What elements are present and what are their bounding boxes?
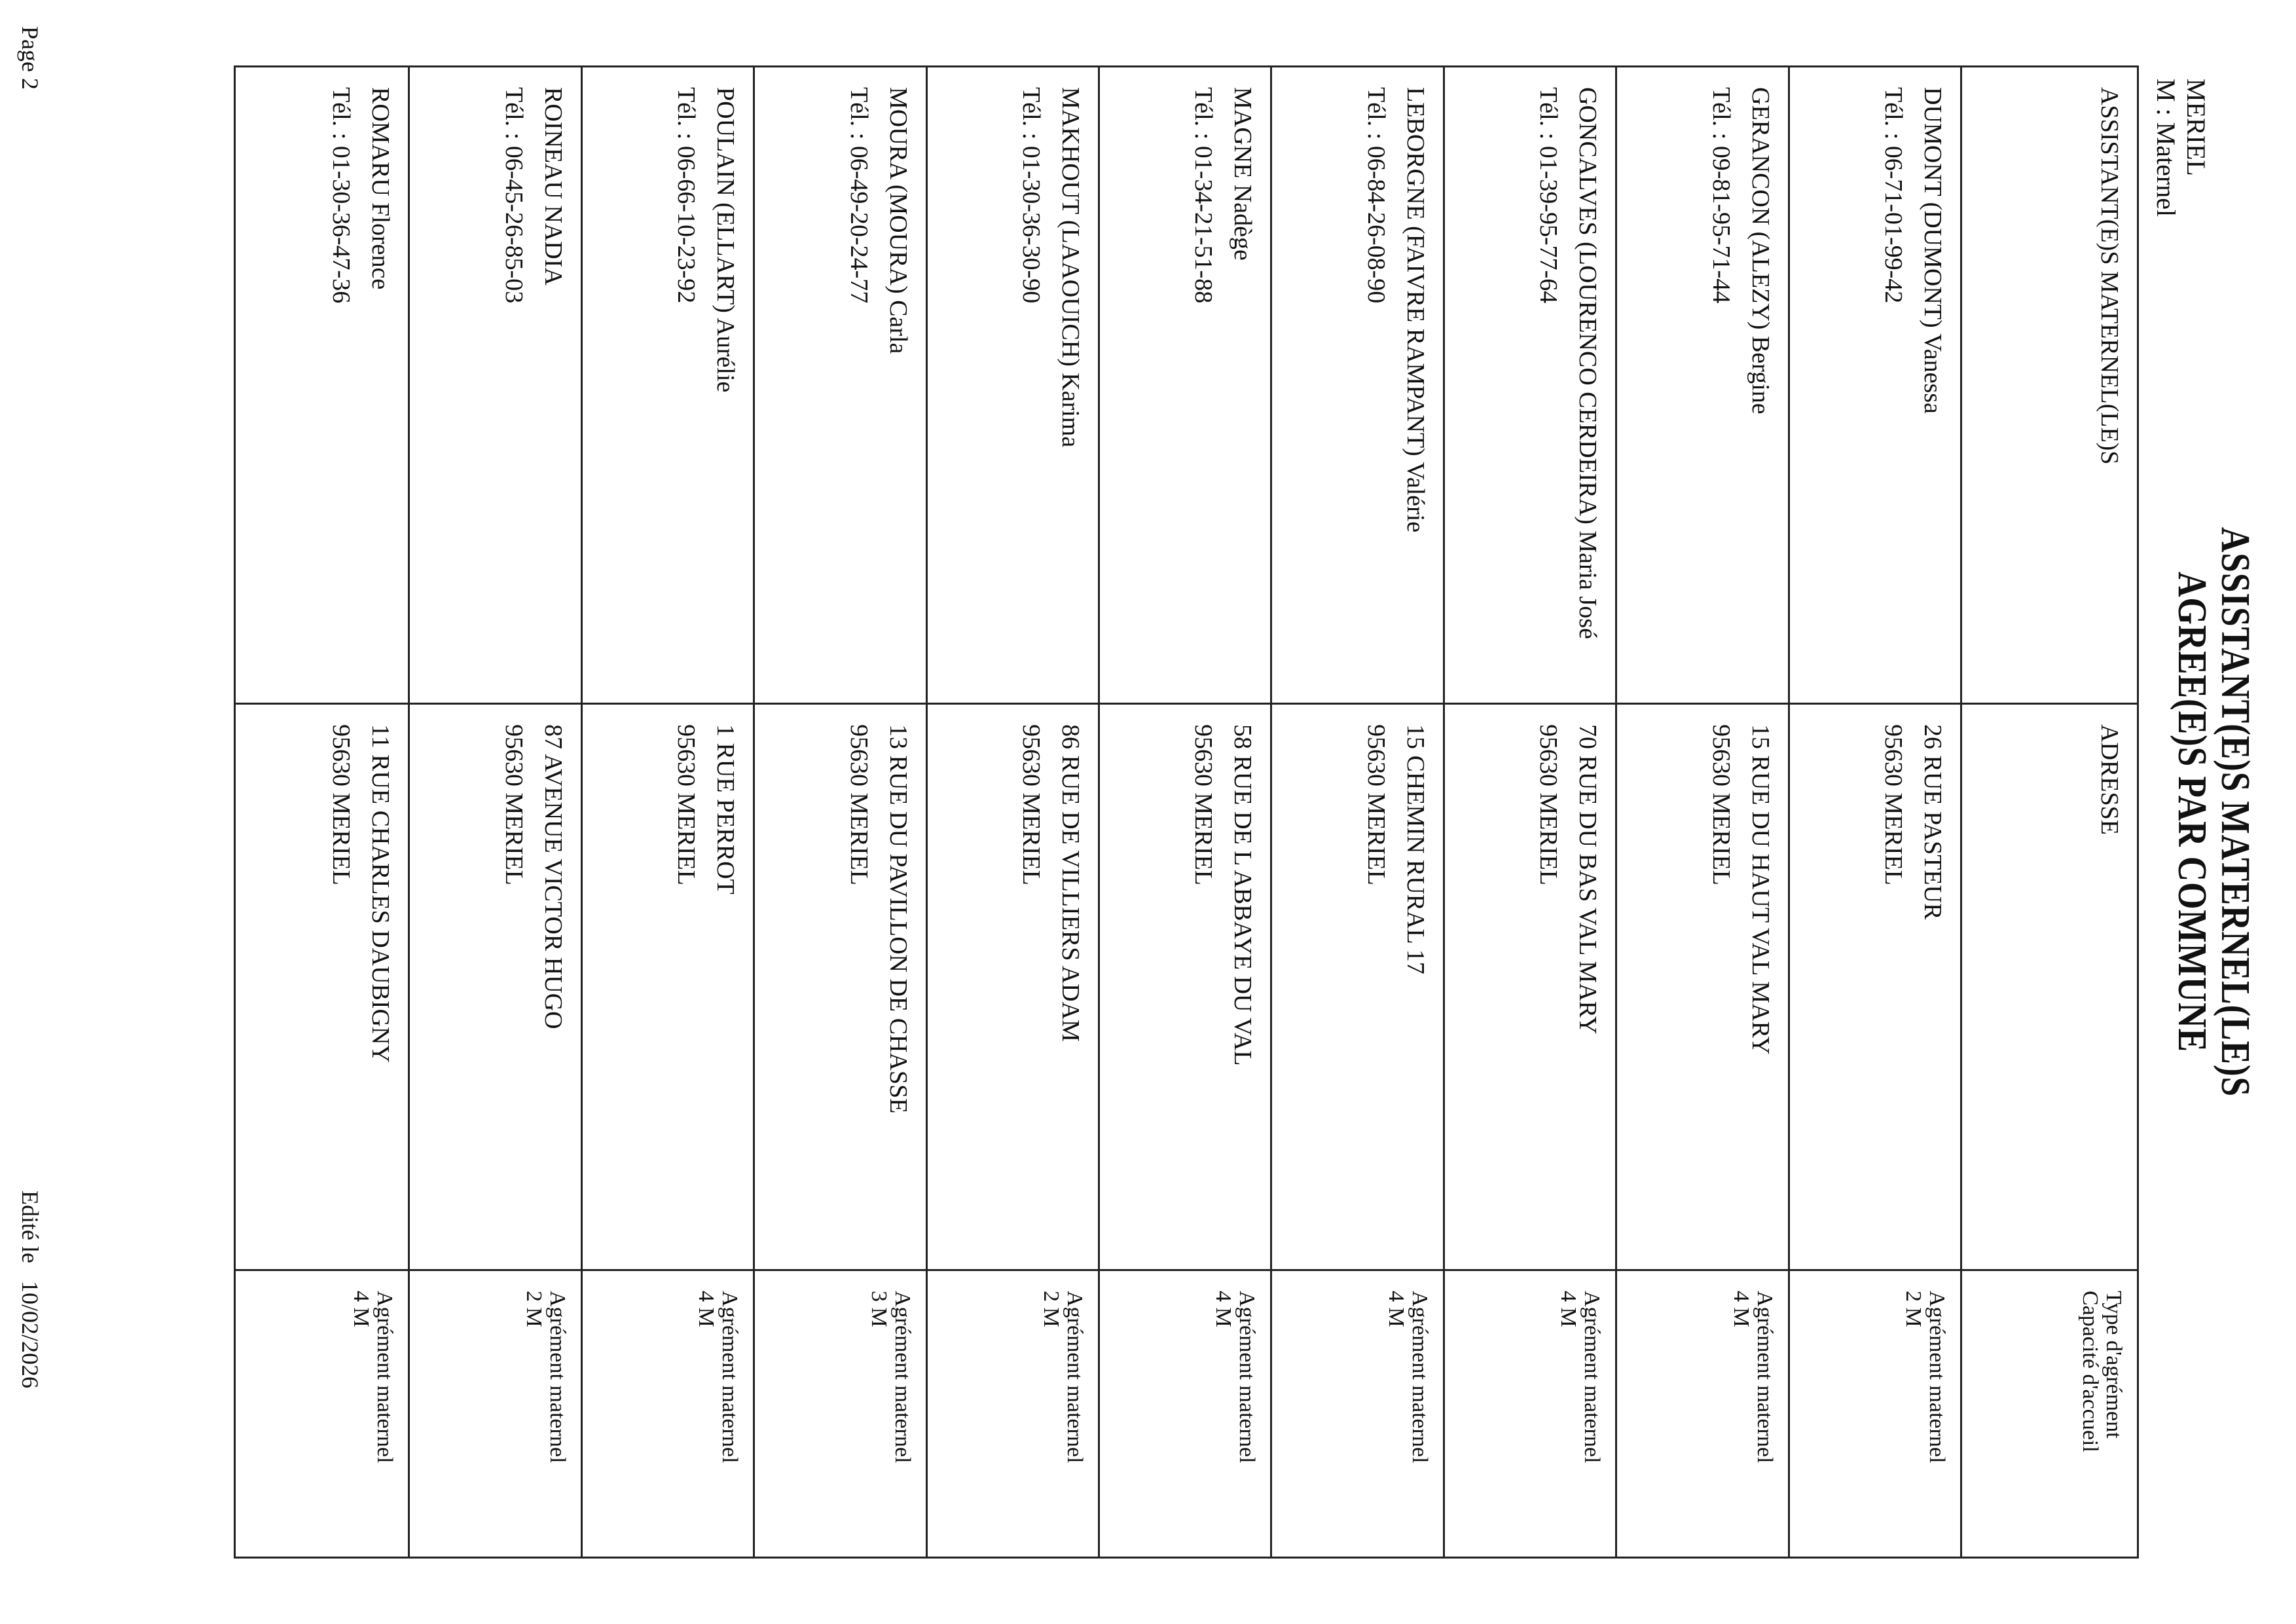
table-header-row [1960,67,2137,1557]
table-row [1615,67,1787,1557]
address-street: 13 RUE DU PAVILLON DE CHASSE [884,724,912,1114]
assistant-cell [755,67,925,703]
assistant-phone: Tél. : 09-81-95-71-44 [1707,87,1735,304]
agrement-cell [1790,1269,1960,1559]
agrement-cell [928,1269,1098,1559]
table-row [1098,67,1270,1557]
commune-block [2151,79,2211,217]
assistant-phone: Tél. : 01-34-21-51-88 [1190,87,1218,304]
address-city: 95630 MERIEL [672,724,701,885]
assistant-name: ROINEAU NADIA [539,87,567,286]
address-street: 15 RUE DU HAUT VAL MARY [1746,724,1774,1055]
address-city: 95630 MERIEL [1535,724,1563,885]
address-street: 26 RUE PASTEUR [1919,724,1946,920]
assistant-name: POULAIN (ELLART) Aurélie [712,87,740,393]
assistants-table [234,65,2139,1559]
agrement-type: Agrément maternel [890,1291,915,1464]
address-city: 95630 MERIEL [1362,724,1390,885]
assistant-name: GONCALVES (LOURENCO CERDEIRA) Maria José [1574,87,1602,639]
table-row [581,67,753,1557]
assistant-cell [236,67,408,703]
assistant-phone: Tél. : 06-71-01-99-42 [1880,87,1907,304]
address-cell [1445,703,1615,1269]
address-cell [1790,703,1960,1269]
address-cell [928,703,1098,1269]
agrement-cell [755,1269,925,1559]
edited-label: Edité le [17,1190,43,1263]
header-assistants-label: ASSISTANT(E)S MATERNEL(LE)S [2096,87,2123,465]
agrement-capacity: 4 M [1211,1291,1236,1327]
agrement-capacity: 3 M [866,1291,891,1327]
address-street: 70 RUE DU BAS VAL MARY [1574,724,1602,1035]
assistant-cell [1617,67,1787,703]
agrement-capacity: 2 M [521,1291,546,1327]
table-row [408,67,580,1557]
address-cell [1100,703,1270,1269]
address-cell [1272,703,1442,1269]
agrement-capacity: 4 M [1728,1291,1753,1327]
agrement-capacity: 4 M [349,1291,374,1327]
agrement-type: Agrément maternel [1407,1291,1432,1464]
assistant-cell [583,67,753,703]
table-row [753,67,925,1557]
address-city: 95630 MERIEL [500,724,528,885]
assistant-cell [928,67,1098,703]
title-line-1: ASSISTANT(E)S MATERNEL(LE)S [2213,526,2257,1098]
address-street: 1 RUE PERROT [712,724,740,895]
page-number: Page 2 [17,26,43,90]
agrement-cell [1272,1269,1442,1559]
address-cell [755,703,925,1269]
address-cell [583,703,753,1269]
agrement-capacity: 2 M [1901,1291,1925,1327]
agrement-type: Agrément maternel [545,1291,570,1464]
agrement-capacity: 4 M [1556,1291,1581,1327]
agrement-cell [583,1269,753,1559]
address-street: 58 RUE DE L ABBAYE DU VAL [1229,724,1257,1066]
assistant-cell [1445,67,1615,703]
assistant-phone: Tél. : 06-49-20-24-77 [845,87,873,304]
assistant-phone: Tél. : 01-39-95-77-64 [1535,87,1563,304]
agrement-capacity: 4 M [694,1291,719,1327]
assistant-cell [1100,67,1270,703]
edited-date [16,1190,44,1388]
table-row [1788,67,1960,1557]
agrement-cell [1445,1269,1615,1559]
agrement-capacity: 4 M [1383,1291,1408,1327]
header-capacity-label: Capacité d'accueil [2078,1291,2102,1452]
assistant-phone: Tél. : 01-30-36-47-36 [327,87,355,304]
agrement-type: Agrément maternel [1063,1291,1087,1464]
agrement-type: Agrément maternel [1235,1291,1260,1464]
address-cell [236,703,408,1269]
assistant-phone: Tél. : 06-66-10-23-92 [672,87,701,304]
agrement-type: Agrément maternel [373,1291,397,1464]
assistant-name: MAKHOUT (LAAOUICH) Karima [1057,87,1084,448]
title-line-2: AGREE(E)S PAR COMMUNE [2170,572,2214,1052]
assistant-name: ROMARU Florence [367,87,395,290]
agrement-cell [1100,1269,1270,1559]
address-street: 11 RUE CHARLES DAUBIGNY [367,724,395,1063]
assistant-name: DUMONT (DUMONT) Vanessa [1919,87,1946,414]
address-city: 95630 MERIEL [1190,724,1218,885]
table-row [236,67,408,1557]
address-street: 87 AVENUE VICTOR HUGO [539,724,567,1029]
assistant-name: LEBORGNE (FAIVRE RAMPANT) Valérie [1401,87,1429,533]
header-address-label: ADRESSE [2096,724,2123,835]
assistant-name: GERANCON (ALEZY) Bergine [1746,87,1774,415]
agrement-cell [236,1269,408,1559]
assistant-cell [1272,67,1442,703]
commune-legend: M : Maternel [2151,79,2181,217]
agrement-cell [1617,1269,1787,1559]
assistant-phone: Tél. : 06-84-26-08-90 [1362,87,1390,304]
agrement-type: Agrément maternel [1925,1291,1949,1464]
address-city: 95630 MERIEL [1707,724,1735,885]
address-street: 15 CHEMIN RURAL 17 [1401,724,1429,974]
edited-date-value: 10/02/2026 [17,1280,43,1388]
assistant-phone: Tél. : 06-45-26-85-03 [500,87,528,304]
address-city: 95630 MERIEL [327,724,355,885]
address-city: 95630 MERIEL [1880,724,1907,885]
table-row [926,67,1098,1557]
assistant-name: MOURA (MOURA) Carla [884,87,912,354]
assistant-name: MAGNE Nadège [1229,87,1257,261]
agrement-type: Agrément maternel [1752,1291,1777,1464]
header-assistants [1962,67,2137,703]
agrement-capacity: 2 M [1039,1291,1063,1327]
address-city: 95630 MERIEL [1017,724,1045,885]
agrement-type: Agrément maternel [1580,1291,1605,1464]
assistant-cell [1790,67,1960,703]
header-type [1962,1269,2137,1559]
agrement-cell [410,1269,580,1559]
assistant-phone: Tél. : 01-30-36-30-90 [1017,87,1045,304]
address-street: 86 RUE DE VILLIERS ADAM [1057,724,1084,1042]
header-type-label: Type d'agrément [2102,1291,2126,1439]
header-address [1962,703,2137,1269]
table-row [1270,67,1442,1557]
assistant-cell [410,67,580,703]
address-city: 95630 MERIEL [845,724,873,885]
address-cell [410,703,580,1269]
address-cell [1617,703,1787,1269]
agrement-type: Agrément maternel [718,1291,742,1464]
table-row [1443,67,1615,1557]
document-title [2170,114,2257,1511]
commune-name: MERIEL [2181,79,2211,176]
